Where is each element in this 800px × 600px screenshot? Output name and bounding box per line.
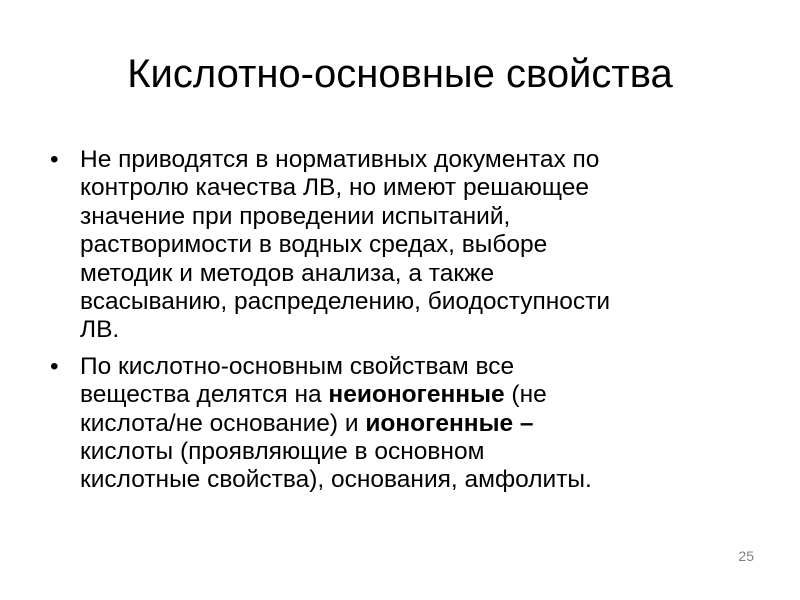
bullet-line [80,438,768,466]
bullet-list [48,146,768,503]
bullet-text: контролю качества ЛВ, но имеют решающее [80,174,589,202]
bullet-line [80,381,768,409]
bullet-text: По кислотно-основным свойствам все [80,352,515,380]
bullet-line [80,260,768,288]
bullet-text: кислоты (проявляющие в основном [80,438,485,466]
bullet-item [48,353,768,495]
bullet-text: методик и методов анализа, а также [80,259,495,287]
bullet-marker: • [50,146,59,173]
bullet-text: всасыванию, распределению, биодоступности [80,288,611,316]
bullet-text: Не приводятся в нормативных документах по [80,146,600,173]
bullet-line [80,353,768,381]
bullet-text: растворимости в водных средах, выборе [80,231,548,259]
bullet-line [80,231,768,259]
slide-number: 25 [738,548,754,564]
bullet-line [80,174,768,202]
bullet-text: вещества делятся на [80,381,329,409]
slide-title: Кислотно-основные свойства [127,52,673,96]
bullet-line [80,466,768,494]
bullet-text: значение при проведении испытаний, [80,202,511,230]
emphasized-term: ионогенные – [365,409,534,437]
bullet-line [80,146,768,174]
bullet-line [80,316,768,344]
bullet-marker: • [50,352,59,380]
bullet-text: (не [504,381,547,409]
bullet-text: ЛВ. [80,316,120,344]
emphasized-term: неионогенные [328,381,505,409]
bullet-line [80,288,768,316]
bullet-line [80,203,768,231]
bullet-item [48,146,768,345]
bullet-line [80,410,768,438]
bullet-text: кислота/не основание) и [80,409,366,437]
bullet-text: кислотные свойства), основания, амфолиты. [80,466,592,494]
